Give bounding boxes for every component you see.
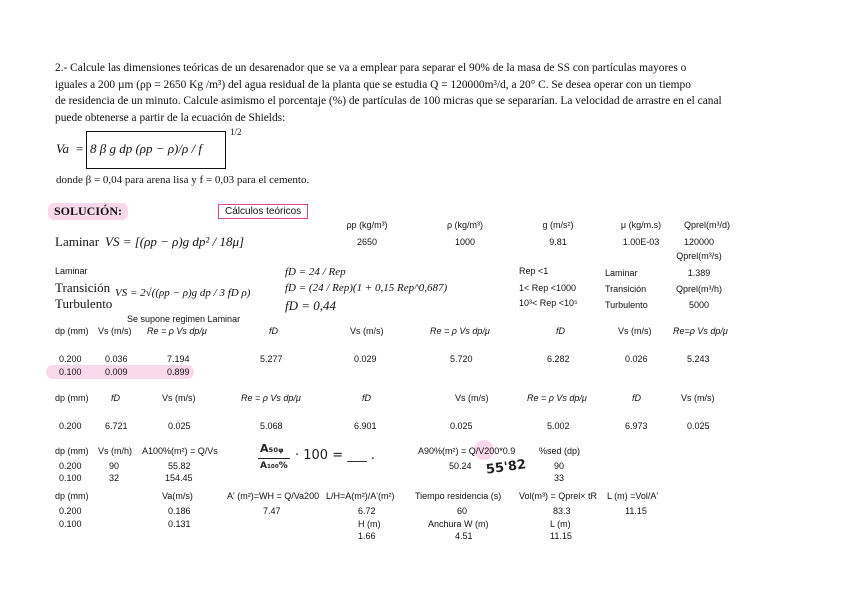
flow-value: 1.389 <box>687 268 711 278</box>
calc-box-label: Cálculos teóricos <box>218 204 308 219</box>
laminar-formula: VS = [(ρp − ρ)g dp² / 18μ] <box>105 234 245 249</box>
problem-line: puede obtenerse a partir de la ecuación de Shields: <box>55 112 286 125</box>
fd-formula: fD = 24 / Rep <box>285 266 346 278</box>
t4-subvalue: 1.66 <box>358 531 376 541</box>
problem-line: 2.- Calcule las dimensiones teóricas de un desarenador que se va a emplear para separar el 90% de la masa de SS con partículas mayores o <box>55 62 687 74</box>
t1-cell: 0.200 <box>59 354 82 364</box>
equals-sign: = <box>76 141 84 156</box>
t1-header: fD <box>269 326 278 336</box>
prop-value: 2650 <box>356 237 378 247</box>
t4-cell: 0.131 <box>168 519 191 529</box>
hand-note: 55'82 <box>485 457 528 478</box>
t4-header: L/H=A(m²)/A'(m²) <box>326 491 395 501</box>
t4-cell: 83.3 <box>553 506 571 516</box>
t4-subvalue: 4.51 <box>455 531 473 541</box>
t4-cell: 6.72 <box>358 506 376 516</box>
prop-header: Qprel(m³/d) <box>683 220 730 230</box>
t2-cell: 6.721 <box>105 421 128 431</box>
t4-header: Va(m/s) <box>162 491 193 501</box>
t1-cell: 7.194 <box>167 354 190 364</box>
t3-cell: 33 <box>554 473 565 483</box>
t2-header: Vs (m/s) <box>162 393 196 403</box>
t3-cell: 154.45 <box>165 473 193 483</box>
t4-header: L (m) =Vol/A' <box>607 491 659 501</box>
prop-header: ρp (kg/m³) <box>346 220 388 230</box>
t4-subheader: Anchura W (m) <box>428 519 489 529</box>
flow-label: Laminar <box>605 268 638 278</box>
t3-cell: 50.24 <box>449 461 472 471</box>
flow-value: 5000 <box>688 300 710 310</box>
t1-cell: 0.100 <box>59 367 82 377</box>
t1-cell: 5.243 <box>687 354 710 364</box>
t1-cell: 5.277 <box>260 354 283 364</box>
t2-header: Vs (m/s) <box>455 393 489 403</box>
t4-cell: 0.200 <box>59 506 82 516</box>
prop-header: g (m/s²) <box>542 220 574 230</box>
fd-formula: fD = 0,44 <box>285 298 337 313</box>
assumption-note: Se supone regimen Laminar <box>127 314 241 324</box>
laminar-label: Laminar <box>55 234 100 249</box>
t1-header: Re = ρ Vs dp/μ <box>430 326 490 336</box>
t2-header: fD <box>362 393 371 403</box>
prop-header: ρ (kg/m³) <box>446 220 484 230</box>
t1-header: Vs (m/s) <box>98 326 132 336</box>
prop-extra: Qprel(m³/s) <box>676 251 722 261</box>
t4-cell: 11.15 <box>625 506 647 516</box>
shields-rhs: 8 β g dp (ρp − ρ)/ρ / f <box>90 141 202 156</box>
t4-cell: 0.186 <box>168 506 191 516</box>
hand-expression: · 100 = ___ . <box>295 448 375 463</box>
shields-exponent: 1/2 <box>230 127 242 137</box>
t4-cell: 0.100 <box>59 519 82 529</box>
t1-cell: 0.899 <box>167 367 190 377</box>
t2-header: Re = ρ Vs dp/μ <box>527 393 587 403</box>
t4-subvalue: 11.15 <box>550 531 572 541</box>
t2-header: dp (mm) <box>55 393 89 403</box>
t3-header: A100%(m²) = Q/Vs <box>142 446 218 456</box>
problem-statement <box>55 60 775 127</box>
solution-title: SOLUCIÓN: <box>48 203 128 220</box>
where-line: donde β = 0,04 para arena lisa y f = 0,03 para el cemento. <box>56 174 310 186</box>
t1-cell: 0.036 <box>105 354 128 364</box>
t1-cell: 0.009 <box>105 367 128 377</box>
t3-cell: 32 <box>109 473 120 483</box>
regime-label: Turbulento <box>55 296 113 311</box>
t1-header: Vs (m/s) <box>618 326 652 336</box>
t2-header: fD <box>111 393 120 403</box>
flow-value: Qprel(m³/h) <box>675 284 722 294</box>
t2-header: fD <box>632 393 641 403</box>
t3-cell: 0.200 <box>59 461 82 471</box>
hand-numerator: A₅₀ᵩ <box>260 442 284 455</box>
t3-header: %sed (dp) <box>539 446 581 456</box>
t4-header: Vol(m³) = Qprel× tR <box>519 491 598 501</box>
prop-value: 9.81 <box>549 237 567 247</box>
prop-value: 1000 <box>454 237 476 247</box>
regime-label: Laminar <box>55 266 88 276</box>
t1-cell: 0.026 <box>625 354 648 364</box>
re-range: Rep <1 <box>519 266 549 276</box>
t2-header: Re = ρ Vs dp/μ <box>241 393 301 403</box>
t1-header: fD <box>556 326 565 336</box>
flow-label: Turbulento <box>605 300 648 310</box>
t1-cell: 0.029 <box>354 354 377 364</box>
t3-cell: 55.82 <box>168 461 191 471</box>
t1-cell: 6.282 <box>547 354 570 364</box>
t1-cell: 5.720 <box>450 354 473 364</box>
regime-label: Transición <box>55 280 111 295</box>
t3-header: A90%(m²) = Q/V200*0.9 <box>418 446 516 456</box>
t1-header: Vs (m/s) <box>350 326 384 336</box>
t2-cell: 0.025 <box>450 421 473 431</box>
t2-cell: 0.025 <box>687 421 710 431</box>
t4-cell: 60 <box>457 506 468 516</box>
re-range: 1< Rep <1000 <box>519 283 577 293</box>
prop-value: 1.00E-03 <box>622 237 660 247</box>
t1-header: dp (mm) <box>55 326 89 336</box>
re-range: 10³< Rep <10⁵ <box>519 298 578 308</box>
t2-cell: 5.068 <box>260 421 283 431</box>
prop-value: 120000 <box>683 237 715 247</box>
t1-header: Re = ρ Vs dp/μ <box>147 326 207 336</box>
t2-header: Vs (m/s) <box>681 393 715 403</box>
t3-header: dp (mm) <box>55 446 89 456</box>
t3-cell: 90 <box>109 461 120 471</box>
t1-header: Re=ρ Vs dp/μ <box>673 326 728 336</box>
fd-formula: fD = (24 / Rep)(1 + 0,15 Rep^0,687) <box>285 282 448 294</box>
t3-cell: 0.100 <box>59 473 82 483</box>
t4-subheader: H (m) <box>358 519 381 529</box>
fraction-bar <box>258 458 290 459</box>
t4-header: A' (m²)=WH = Q/Va200 <box>227 491 320 501</box>
general-formula: VS = 2√((ρp − ρ)g dp / 3 fD ρ) <box>115 287 251 299</box>
t2-cell: 6.901 <box>354 421 377 431</box>
t4-header: dp (mm) <box>55 491 89 501</box>
t2-cell: 6.973 <box>625 421 648 431</box>
t4-cell: 7.47 <box>263 506 281 516</box>
flow-label: Transición <box>605 284 647 294</box>
prop-header: μ (kg/m.s) <box>620 220 662 230</box>
t3-header: Vs (m/h) <box>98 446 133 456</box>
problem-line: de residencia de un minuto. Calcule asimismo el porcentaje (%) de partículas de 100 micras que se separarían. La velocidad de arrastre en el canal <box>55 95 722 108</box>
problem-line: iguales a 200 µm (ρp = 2650 Kg /m³) del agua residual de la planta que se estudia Q = 120000m³/d, a 20° C. Se desea operar con un tiempo <box>55 78 691 91</box>
t4-subheader: L (m) <box>550 519 571 529</box>
t4-header: Tiempo residencia (s) <box>415 491 502 501</box>
t3-cell: 90 <box>554 461 565 471</box>
t2-cell: 0.200 <box>59 421 82 431</box>
t2-cell: 0.025 <box>168 421 191 431</box>
t2-cell: 5.002 <box>547 421 570 431</box>
hand-denominator: A₁₀₀% <box>260 461 288 471</box>
shields-lhs: Va <box>56 141 69 156</box>
